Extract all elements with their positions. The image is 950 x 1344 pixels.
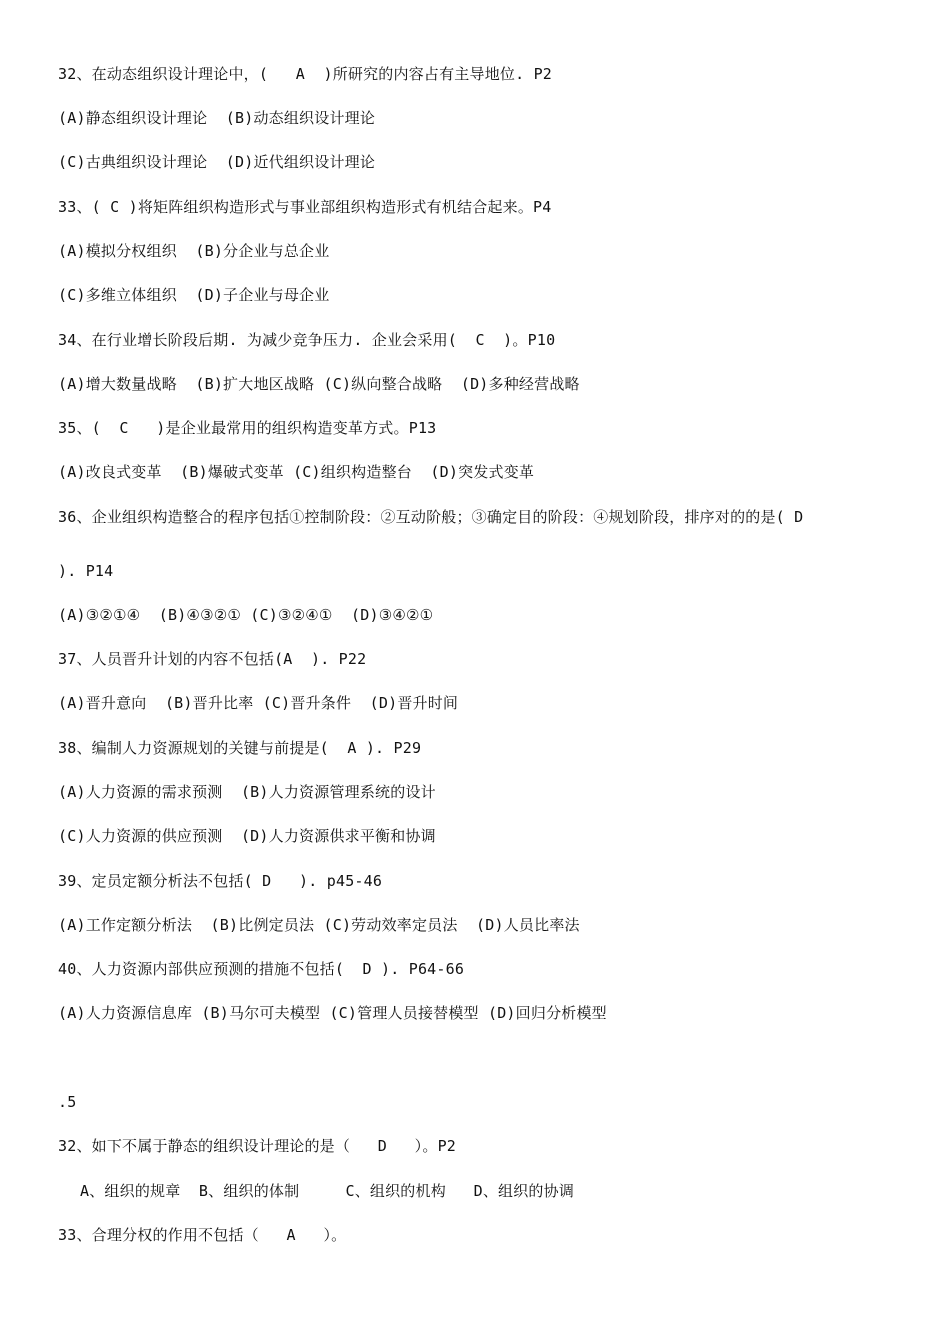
question-38-options-cd: (C)人力资源的供应预测 (D)人力资源供求平衡和协调 <box>58 827 436 845</box>
question-32b-stem: 32、如下不属于静态的组织设计理论的是（ D ）。P2 <box>58 1137 457 1155</box>
question-40-stem: 40、人力资源内部供应预测的措施不包括( D ). P64-66 <box>58 960 465 978</box>
question-33-options-cd: (C)多维立体组织 (D)子企业与母企业 <box>58 286 330 304</box>
question-32-options-cd: (C)古典组织设计理论 (D)近代组织设计理论 <box>58 153 376 171</box>
question-32-stem: 32、在动态组织设计理论中，( A )所研究的内容占有主导地位. P2 <box>58 65 553 83</box>
question-39-stem: 39、定员定额分析法不包括( D ). p45-46 <box>58 872 383 890</box>
question-32-options-ab: (A)静态组织设计理论 (B)动态组织设计理论 <box>58 109 376 127</box>
question-36-stem-continued: ). P14 <box>58 562 114 580</box>
question-40-options: (A)人力资源信息库 (B)马尔可夫模型 (C)管理人员接替模型 (D)回归分析模型 <box>58 1004 607 1022</box>
question-35-options: (A)改良式变革 (B)爆破式变革 (C)组织构造整台 (D)突发式变革 <box>58 463 535 481</box>
question-37-stem: 37、人员晋升计划的内容不包括(A ). P22 <box>58 650 367 668</box>
question-36-stem: 36、企业组织构造整合的程序包括①控制阶段：②互动阶般；③确定目的阶段：④规划阶段，排序对的的是( D <box>58 508 804 526</box>
question-33-stem: 33、( C )将矩阵组织构造形式与事业部组织构造形式有机结合起来。P4 <box>58 198 552 216</box>
question-34-options: (A)增大数量战略 (B)扩大地区战略 (C)纵向整合战略 (D)多种经营战略 <box>58 375 580 393</box>
question-38-stem: 38、编制人力资源规划的关键与前提是( A ). P29 <box>58 739 422 757</box>
question-35-stem: 35、( C )是企业最常用的组织构造变革方式。P13 <box>58 419 437 437</box>
question-37-options: (A)晋升意向 (B)晋升比率 (C)晋升条件 (D)晋升时间 <box>58 694 459 712</box>
question-39-options: (A)工作定额分析法 (B)比例定员法 (C)劳动效率定员法 (D)人员比率法 <box>58 916 580 934</box>
section-marker: .5 <box>58 1093 77 1111</box>
question-34-stem: 34、在行业增长阶段后期. 为减少竞争压力. 企业会采用( C )。P10 <box>58 331 556 349</box>
question-33-options-ab: (A)模拟分权组织 (B)分企业与总企业 <box>58 242 330 260</box>
question-38-options-ab: (A)人力资源的需求预测 (B)人力资源管理系统的设计 <box>58 783 436 801</box>
question-33b-stem: 33、合理分权的作用不包括（ A ）。 <box>58 1226 347 1244</box>
question-32b-options: A、组织的规章 B、组织的体制 C、组织的机构 D、组织的协调 <box>80 1182 575 1200</box>
question-36-options: (A)③②①④ (B)④③②① (C)③②④① (D)③④②① <box>58 606 434 624</box>
